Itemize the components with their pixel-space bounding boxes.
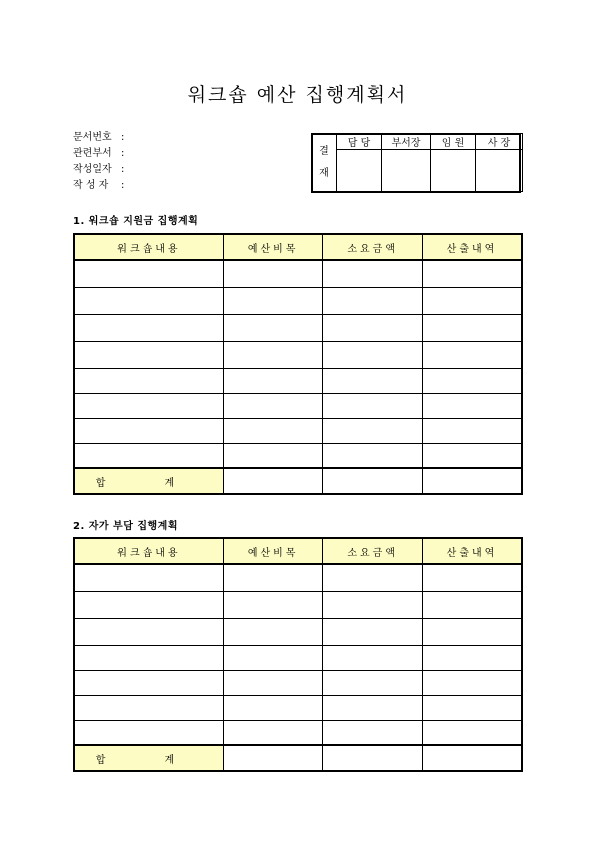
table-row [74,645,522,670]
approval-role-3: 임 원 [431,134,476,150]
col-header-budget-item: 예산비목 [223,234,323,260]
approval-role-2: 부서장 [382,134,431,150]
meta-dept: 관련부서 : [73,146,193,162]
col-header-content: 워크숍내용 [74,234,223,260]
section2-header-row [74,538,522,564]
table-row [74,260,522,287]
col-header-amount: 소요금액 [323,234,423,260]
table-row [74,564,522,591]
table-row [74,591,522,618]
col-header-breakdown: 산출내역 [422,538,522,564]
total-label: 합 계 [74,745,223,771]
table-row [74,720,522,745]
table-row [74,695,522,720]
total-label: 합 계 [74,468,223,494]
section1-total-row [74,468,522,494]
table-row [74,368,522,393]
table-row [74,443,522,468]
meta-author: 작 성 자 : [73,178,193,194]
dept-label: 관련부서 [73,148,112,159]
section1-title: 1. 워크숍 지원금 집행계획 [73,216,199,227]
section2-title: 2. 자가 부담 집행계획 [73,521,178,532]
document-meta [73,130,193,194]
approval-sign-1[interactable] [337,150,382,192]
table-row [74,287,522,314]
approval-box [311,133,523,192]
col-header-budget-item: 예산비목 [223,538,323,564]
page-title: 워크숍 예산 집행계획서 [187,84,408,106]
approval-sign-4[interactable] [476,150,523,192]
table-row [74,314,522,341]
section1-table [73,233,523,495]
table-row [74,670,522,695]
doc-no-label: 문서번호 [73,132,112,143]
section2-total-row [74,745,522,771]
section2-table [73,537,523,772]
col-header-content: 워크숍내용 [74,538,223,564]
table-row [74,341,522,368]
approval-role-1: 담 당 [337,134,382,150]
approval-sign-3[interactable] [431,150,476,192]
table-row [74,418,522,443]
meta-date: 작성일자 : [73,162,193,178]
col-header-breakdown: 산출내역 [422,234,522,260]
approval-role-4: 사 장 [476,134,523,150]
meta-doc-no: 문서번호 : [73,130,193,146]
date-label: 작성일자 [73,164,112,175]
approval-side-label: 결 재 [312,134,337,192]
col-header-amount: 소요금액 [323,538,423,564]
section1-header-row [74,234,522,260]
approval-sign-2[interactable] [382,150,431,192]
author-label: 작 성 자 [73,180,109,191]
table-row [74,618,522,645]
table-row [74,393,522,418]
